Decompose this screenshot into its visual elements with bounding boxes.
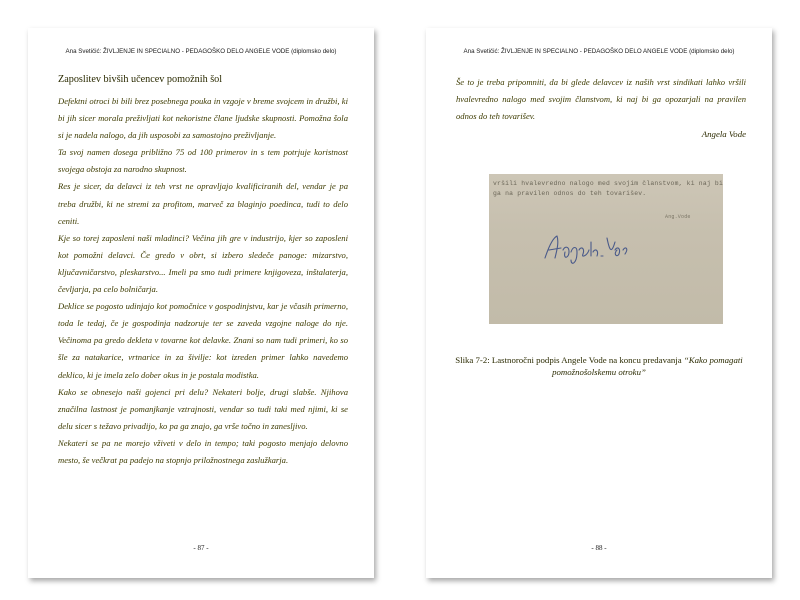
left-page-content: [58, 74, 348, 469]
left-page: [28, 28, 374, 578]
running-head: Ana Svetičić: ŽIVLJENJE IN SPECIALNO - PEDAGOŠKO DELO ANGELE VODE (diplomsko delo): [65, 48, 337, 55]
signature-photo: [489, 174, 723, 324]
page-number: - 88 -: [591, 544, 607, 552]
photo-typed-line: ga na pravilen odnos do teh tovarišev.: [493, 190, 647, 197]
paragraph: Res je sicer, da delavci iz teh vrst ne opravljajo kvalificiranih del, vendar je pa treba družbi, ki ne stremi za profitom, marveč za blaginjo poedinca, tudi to delo ceniti.: [58, 181, 348, 226]
caption-prefix: Slika 7-2: Lastnoročni podpis Angele Vode na koncu predavanja: [455, 355, 684, 365]
paragraph: Deklice se pogosto udinjajo kot pomočnice v gospodinjstvu, kar je včasih primerno, toda le tedaj, če je gospodinja nadzoruje ter se zaveda vzgojne naloge do nje. Večinoma pa gredo dekleta v tovarne kot delavke. Znani so nam tudi primeri, ko so šle za natakarice, vrtnarice in za šivilje: kot izreden primer lahko navedemo deklico, ki je imela zelo dober okus in je postala modistka.: [58, 301, 348, 380]
photo-typed-small: Ang.Vode: [665, 214, 691, 220]
caption-title: “Kako pomagati pomožnošolskemu otroku”: [552, 355, 743, 377]
paragraph: Kako se obnesejo naši gojenci pri delu? Nekateri bolje, drugi slabše. Njihova značilna lastnost je pomanjkanje vztrajnosti, vendar so tudi taki med njimi, ki se delu sicer s težavo privadijo, ko pa ga znajo, ga vrše točno in zanesljivo.: [58, 386, 348, 431]
right-page-content: [456, 74, 746, 139]
figure-caption: [448, 354, 750, 378]
paragraph: Nekateri se pa ne morejo vživeti v delo in tempo; taki pogosto menjajo delovno mesto, še večkrat pa padejo na stopnjo priložnostnega zaslužkarja.: [58, 437, 348, 465]
section-heading: Zaposlitev bivših učencev pomožnih šol: [58, 74, 223, 85]
page-number: - 87 -: [193, 544, 209, 552]
paragraph: Ta svoj namen dosega približno 75 od 100 primerov in s tem potrjuje koristnost svojega obstoja za narodno skupnost.: [58, 147, 348, 175]
author-signature-text: Angela Vode: [701, 129, 746, 140]
handwritten-signature: [541, 228, 631, 268]
paragraph: Kje so torej zaposleni naši mladinci? Večina jih gre v industrijo, kjer so zaposleni kot pomožni delavci. Če gredo v obrt, si izbero sledeče panoge: mizarstvo, ključavničarstvo, pleskarstvo... Imeli pa smo tudi primere knjigoveza, inštalaterja, čevljarja, pa celo bolničarja.: [58, 232, 348, 295]
photo-typed-line: vršili hvalevredno nalogo med svojim članstvom, ki naj bi: [493, 180, 723, 187]
paragraph: Defektni otroci bi bili brez posebnega pouka in vzgoje v breme svojcem in družbi, ki bi jih sicer morala preživljati kot nekoristne člane ljudske skupnosti. Pomožna šola si je nadela nalogo, da jih usposobi za samostojno preživljanje.: [58, 96, 348, 141]
running-head: Ana Svetičić: ŽIVLJENJE IN SPECIALNO - PEDAGOŠKO DELO ANGELE VODE (diplomsko delo): [463, 48, 735, 55]
right-page: [426, 28, 772, 578]
paragraph: Še to je treba pripomniti, da bi glede delavcev iz naših vrst sindikati lahko vršili hvalevredno nalogo med svojim članstvom, ki naj bi ga opozarjali na pravilen odnos do teh tovarišev.: [456, 77, 746, 122]
